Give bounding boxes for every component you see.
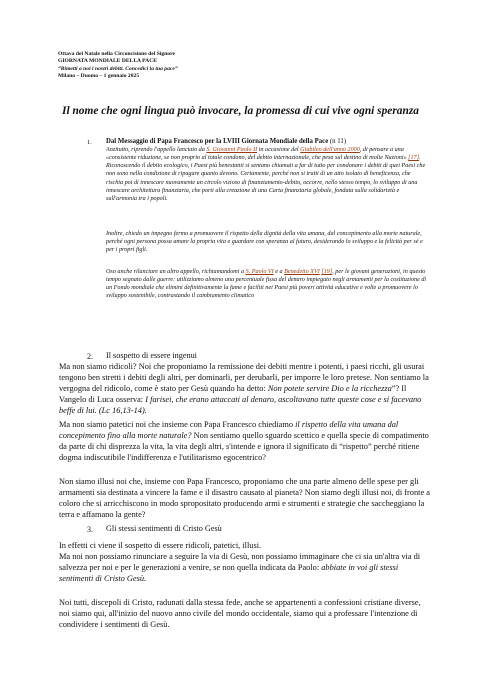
link-paolo-vi[interactable]: S. Paolo VI	[245, 269, 274, 275]
link-benedetto-xvi[interactable]: Benedetto XVI	[284, 269, 320, 275]
document-header	[58, 51, 438, 81]
section-1-heading-text: Dal Messaggio di Papa Francesco per la LVIII Giornata Mondiale della Pace	[106, 138, 329, 145]
scripture-quote: Non potete servire Dio e la ricchezza	[267, 384, 392, 394]
body-paragraph	[59, 419, 433, 463]
quote-text: Oso anche rilanciare un altro appello, richiamandomi a	[106, 269, 246, 275]
link-giubileo-2000[interactable]: Giubileo dell'anno 2000	[300, 147, 360, 153]
body-text: In effetti ci viene il sospetto di essere ridicoli, patetici, illusi. Ma noi non possiamo rinunciare a seguire la via di Gesù, non possiamo immaginare che ci sia un'altra via di salvezza per noi e per le generazioni a venire, se non quella indicata da Paolo:	[59, 541, 421, 573]
link-footnote-19[interactable]: [19]	[321, 269, 333, 275]
body-text: Non sentiamo quello sguardo scettico e quella specie di compatimento da parte di chi disprezza la vita, la vita degli altri, s'intende e ignora il significato di “rispetto” perché ritiene dogma indiscutibile l'indifferenza e l'utilitarismo egocentrico?	[59, 431, 429, 463]
scripture-quote: I farisei, che erano attaccati al denaro, ascoltavano tutte queste cose e si facevano beffe di lui. (Lc 16,13-14).	[59, 395, 422, 416]
scripture-quote: abbiate in voi gli stessi sentimenti di Cristo Gesù.	[59, 563, 399, 584]
body-text: Ma non siamo patetici noi che insieme con Papa Francesco chiediamo	[59, 420, 296, 429]
header-motto: “Rimetti a noi i nostri debiti. Concedici la tua pace”	[58, 65, 178, 72]
quote-paragraph-3	[106, 268, 428, 301]
link-giovanni-paolo-ii[interactable]: S. Giovanni Paolo II	[206, 147, 258, 153]
header-event: GIORNATA MONDIALE DELLA PACE	[58, 58, 157, 65]
section-3-number: 3.	[87, 525, 93, 534]
body-text: Ma non siamo ridicoli? Noi che proponiamo la remissione dei debiti mentre i potenti, i paesi ricchi, gli usurai tengono ben stretti i debiti degli altri, per dominarli, per derubarli, per imporre le loro pretese. Non sentiamo la vergogna del ridicolo, come è stato per Gesù quando ha detto:	[59, 362, 429, 394]
quote-paragraph-2: Inoltre, chiedo un impegno fermo a promuovere il rispetto della dignità della vita umana, dal concepimento alla morte naturale, perché ogni persona possa amare la propria vita e guardare con speranza al futuro, desiderando lo sviluppo e la felicità per sé e per i propri figli.	[106, 231, 423, 254]
body-paragraph: Noi tutti, discepoli di Cristo, radunati dalla stessa fede, anche se appartenenti a confessioni cristiane diverse, noi siamo qui, all'inizio del nuovo anno civile del mondo occidentale, siamo qui a professare l'intenzione di condividere i sentimenti di Gesù.	[59, 598, 421, 630]
quote-text: e a	[273, 269, 285, 275]
quote-text: in occasione del	[257, 147, 301, 153]
header-place-date: Milano – Duomo – 1 gennaio 2025	[58, 73, 140, 80]
section-1-heading-ref: (n 11)	[329, 138, 347, 145]
section-1-number: 1.	[87, 139, 92, 146]
section-2-number: 2.	[87, 352, 93, 361]
quote-text: Anzitutto, riprendo l'appello lanciato da	[106, 147, 207, 153]
link-footnote-17[interactable]: [17]	[408, 155, 420, 162]
quote-text: . Riconoscendo il debito ecologico, i Paesi più benestanti si sentano chiamati a far di tutto per condonare i debiti di quei Paesi che non sono nella condizione di ripagare quanto devono. Certamente, perché non si tratti di un atto isolato di beneficenza, che rischia poi di innescare nuovamente un circolo vizioso di finanziamento-debito, occorre, nello stesso tempo, lo sviluppo di una innescare architettura finanziaria, che porti alla creazione di una Carta finanziaria globale, fondata sulla solidarietà e sull'armonia tra i popoli.	[106, 155, 426, 202]
body-paragraph: Non siamo illusi noi che, insieme con Papa Francesco, proponiamo che una parte almeno delle spese per gli armamenti sia destinata a vincere la fame e il disastro causato al pianeta? Non siamo degli illusi noi, di fronte a coloro che si arricchiscono in modo spropositato producendo armi e strumenti e strategie che saccheggiano la terra e affamano la gente?	[59, 477, 430, 520]
page-title: Il nome che ogni lingua può invocare, la promessa di cui vive ogni speranza	[62, 105, 419, 117]
quote-text: , di pensare a una «consistente riduzione, se non proprio al totale condono, del debito internazionale, che pesa sul destino di molte Nazioni»	[106, 147, 409, 162]
body-paragraph	[59, 540, 433, 584]
emphasis-text: il rispetto della vita umana dal concepimento fino alla morte naturale?	[59, 420, 399, 441]
body-text: ”? Il Vangelo di Luca osserva:	[59, 384, 407, 405]
section-1-heading	[106, 138, 346, 145]
body-paragraph	[59, 361, 433, 416]
quote-paragraph-1	[106, 146, 428, 203]
quote-text: , per le giovani generazioni, in questo tempo segnato dalle guerre: utilizziamo almeno una percentuale fissa del denaro impiegato negli armamenti per la costituzione di un Fondo mondiale che elimini definitivamente la fame e faciliti nei Paesi più poveri attività educative e volte a promuovere lo sviluppo sostenibile, contrastando il cambiamento climatico	[106, 269, 427, 300]
section-2-title: Il sospetto di essere ingenui	[106, 351, 197, 360]
section-3-title: Gli stessi sentimenti di Cristo Gesù	[106, 524, 222, 533]
header-occasion: Ottava del Natale nella Circoncisione del Signore	[58, 51, 175, 57]
